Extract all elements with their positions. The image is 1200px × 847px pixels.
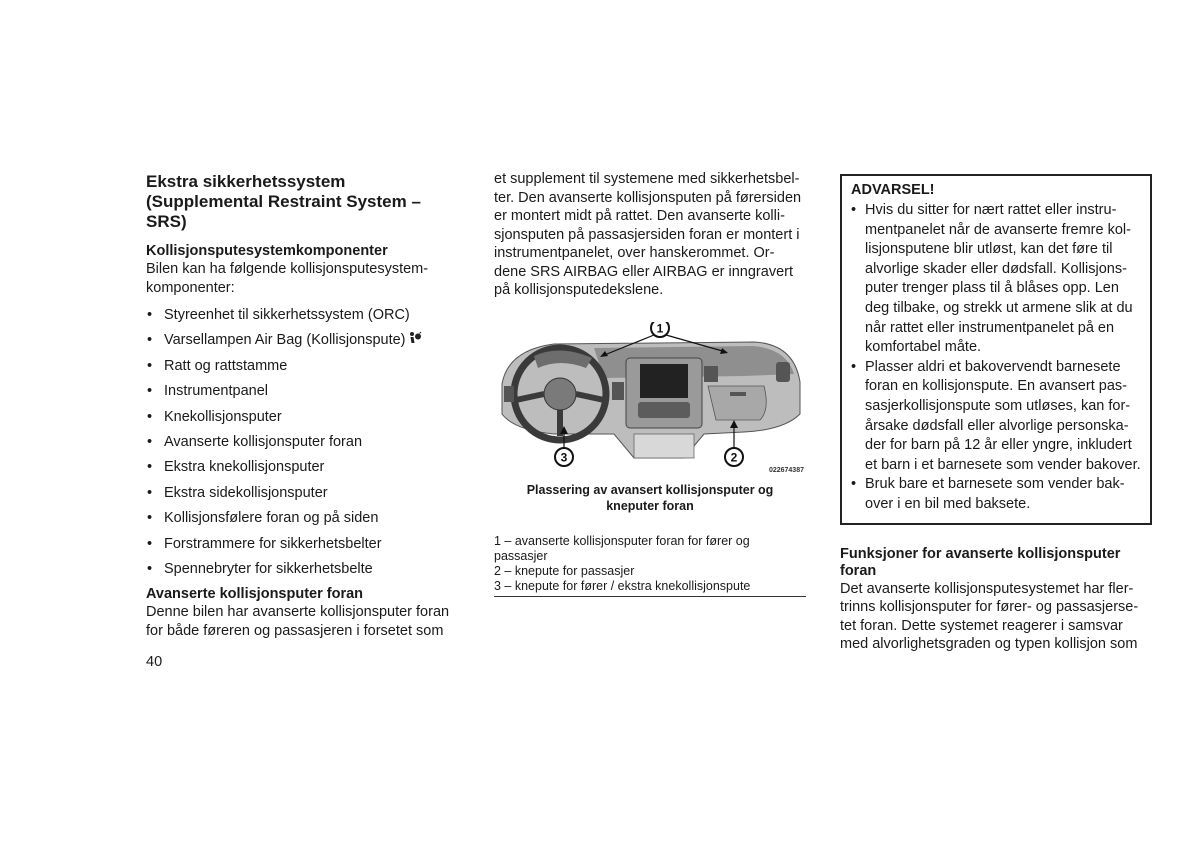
text-line: komfortabel måte. — [865, 339, 982, 356]
text-line: Det avanserte kollisjonsputesystemet har fler- — [840, 580, 1134, 597]
text-line: der for barn på 12 år eller yngre, inkludert — [865, 437, 1132, 454]
list-item — [146, 430, 458, 455]
text-line: for både føreren og passasjeren i forsetet som — [146, 622, 444, 639]
components-intro — [146, 260, 458, 297]
text-line: tet foran. Dette systemet reagerer i samsvar — [840, 617, 1123, 634]
dashboard-illustration — [494, 322, 806, 474]
heading-line: foran — [840, 562, 877, 579]
list-item-label: Ekstra knekollisjonsputer — [164, 459, 325, 476]
list-item-label: Forstrammere for sikkerhetsbelter — [164, 535, 382, 552]
list-item — [146, 405, 458, 430]
legend-line: passasjer — [494, 548, 548, 563]
figure-legend — [494, 534, 806, 597]
components-list — [146, 303, 458, 582]
section-title — [146, 172, 458, 232]
text-line: når rattet eller instrumentpanelet på en — [865, 319, 1115, 336]
list-item — [146, 481, 458, 506]
legend-line: 1 – avanserte kollisjonsputer foran for fører og — [494, 533, 750, 548]
text-line: komponenter: — [146, 279, 235, 296]
list-item — [146, 557, 458, 582]
list-item-label: Instrumentpanel — [164, 383, 268, 400]
callout-label: 3 — [560, 450, 568, 464]
text-line: er montert midt på rattet. Den avanserte kolli- — [494, 208, 785, 224]
text-line: trinns kollisjonsputer for fører- og passasjerse- — [840, 599, 1139, 615]
legend-line: 3 – knepute for fører / ekstra knekollisjonspute — [494, 578, 751, 593]
callout-label: 1 — [656, 321, 664, 335]
list-item — [146, 328, 458, 353]
functions-text — [840, 580, 1152, 654]
heading-line: Funksjoner for avanserte kollisjonsputer — [840, 545, 1121, 562]
list-item — [146, 506, 458, 531]
text-line: Bilen kan ha følgende kollisjonsputesystem- — [146, 261, 429, 277]
components-heading: Kollisjonsputesystemkomponenter — [146, 243, 388, 259]
list-item-label: Avanserte kollisjonsputer foran — [164, 434, 363, 451]
text-line: mentpanelet når de avanserte fremre kol- — [865, 221, 1131, 238]
warning-item — [851, 475, 1141, 514]
callout-label: 2 — [730, 450, 738, 464]
continued-text — [494, 170, 806, 300]
text-line: instrumentpanelet, over hanskerommet. Or- — [494, 245, 775, 261]
list-item-label: Knekollisjonsputer — [164, 408, 282, 425]
text-line: ter. Den avanserte kollisjonsputen på førersiden — [494, 189, 802, 206]
list-item-label: Styreenhet til sikkerhetssystem (ORC) — [164, 307, 410, 323]
middle-column — [494, 170, 806, 597]
right-column — [840, 174, 1152, 654]
text-line: over i en bil med baksete. — [865, 495, 1031, 512]
list-item — [146, 532, 458, 557]
text-line: foran en kollisjonspute. En avansert pas- — [865, 378, 1127, 395]
caption-line: kneputer foran — [606, 498, 694, 513]
section-title-line: SRS) — [146, 212, 187, 231]
text-line: • Hvis du sitter for nært rattet eller instru- — [865, 202, 1117, 218]
warning-item — [851, 201, 1141, 358]
functions-heading — [840, 546, 1152, 580]
list-item-label: Varsellampen Air Bag (Kollisjonspute) — [164, 332, 406, 349]
caption-line: Plassering av avansert kollisjonsputer og — [526, 482, 774, 497]
text-line: deg tilbake, og strekk ut armene slik at du — [865, 299, 1133, 316]
list-item-label: Ratt og rattstamme — [164, 357, 288, 374]
advanced-text — [146, 603, 458, 640]
left-column — [146, 172, 458, 640]
text-line: et barn i et barnesete som vender bakover. — [865, 456, 1141, 473]
list-item-label: Kollisjonsfølere foran og på siden — [164, 510, 379, 527]
text-line: lisjonsputene blir utløst, kan det føre til — [865, 241, 1113, 258]
text-line: Denne bilen har avanserte kollisjonsputer foran — [146, 604, 450, 621]
text-line: puter trenger plass til å blåses opp. Len — [865, 280, 1119, 297]
text-line: med alvorlighetsgraden og typen kollisjon som — [840, 636, 1138, 652]
text-line: dene SRS AIRBAG eller AIRBAG er inngravert — [494, 263, 793, 280]
text-line: et supplement til systemene med sikkerhetsbel- — [494, 171, 800, 187]
text-line: • Plasser aldri et bakovervendt barnesete — [865, 358, 1121, 375]
warning-title: ADVARSEL! — [851, 182, 935, 198]
list-item — [146, 379, 458, 404]
text-line: sasjerkollisjonspute som utløses, kan for- — [865, 397, 1131, 414]
text-line: alvorlige skader eller dødsfall. Kollisjons- — [865, 260, 1127, 277]
list-item — [146, 455, 458, 480]
airbag-warning-icon — [408, 331, 422, 345]
section-title-line: Ekstra sikkerhetssystem — [146, 172, 346, 191]
text-line: årsake dødsfall eller alvorlige personska- — [865, 417, 1129, 434]
list-item — [146, 354, 458, 379]
advanced-heading: Avanserte kollisjonsputer foran — [146, 586, 364, 603]
figure-caption — [494, 482, 806, 514]
section-title-line: (Supplemental Restraint System – — [146, 192, 421, 211]
text-line: på kollisjonsputedekslene. — [494, 282, 664, 298]
image-code: 022674387 — [768, 466, 804, 474]
warning-list — [851, 201, 1141, 515]
dashboard-drawing — [494, 322, 806, 474]
text-line: sjonsputen på passasjersiden foran er montert i — [494, 226, 800, 243]
warning-item — [851, 358, 1141, 476]
list-item-label: Spennebryter for sikkerhetsbelte — [164, 561, 373, 578]
list-item — [146, 303, 458, 328]
legend-line: 2 – knepute for passasjer — [494, 563, 635, 578]
warning-box — [840, 174, 1152, 525]
text-line: • Bruk bare et barnesete som vender bak- — [865, 476, 1125, 493]
list-item-label: Ekstra sidekollisjonsputer — [164, 484, 328, 501]
page-number: 40 — [146, 654, 163, 670]
